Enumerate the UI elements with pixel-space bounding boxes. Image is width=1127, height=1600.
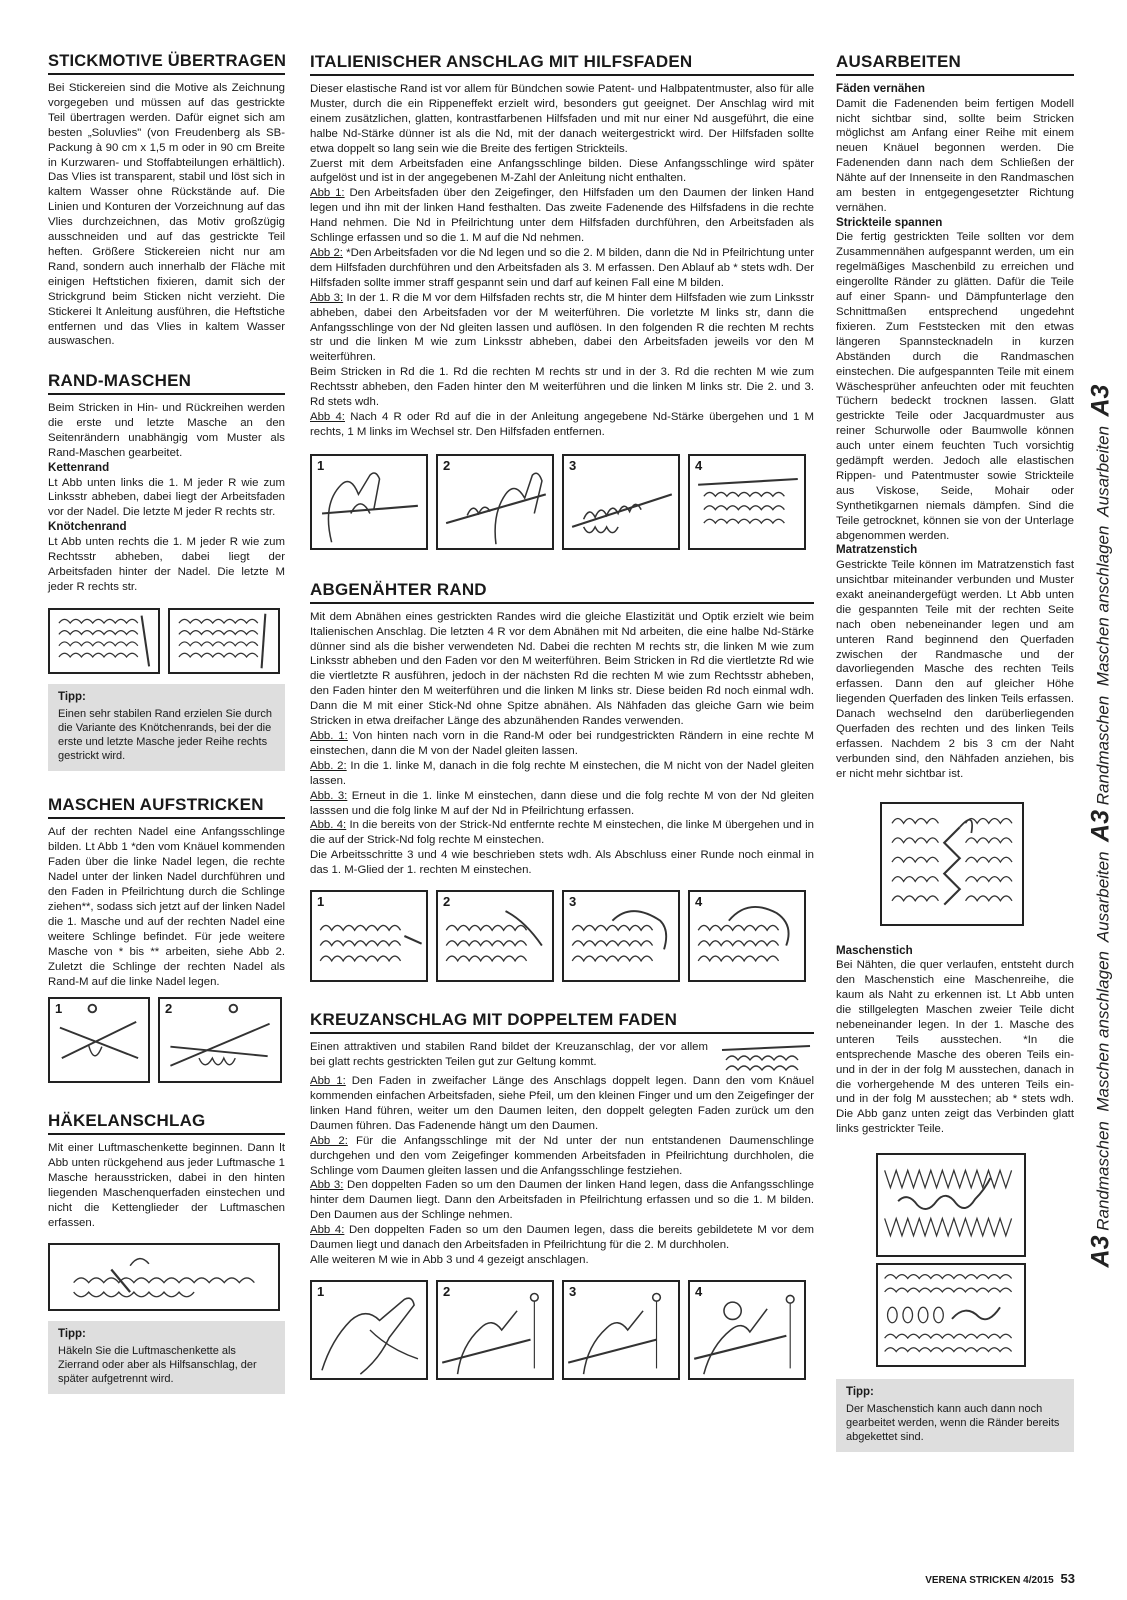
seam-stitch-icon bbox=[878, 1155, 1024, 1255]
figure-abg-4 bbox=[688, 890, 806, 982]
figure-number: 3 bbox=[569, 894, 577, 910]
tip-text: Häkeln Sie die Luftmaschenkette als Zierrand oder aber als Hilfsanschlag, der später aufgetrennt wird. bbox=[58, 1344, 257, 1385]
text-kreuzanschlag: Einen attraktiven und stabilen Rand bildet der Kreuzanschlag, der vor allem bei glatt rechts gestrickten Teilen gut zur Geltung kommt. bbox=[310, 1041, 708, 1068]
step-kreuz-4 bbox=[310, 1223, 814, 1253]
magazine-name: VERENA STRICKEN 4/2015 bbox=[925, 1575, 1054, 1586]
side-part-ausarbeiten: Ausarbeiten bbox=[1093, 851, 1113, 943]
knit-stitch-icon bbox=[438, 892, 552, 980]
hand-icon bbox=[438, 1282, 552, 1378]
step-ital-3 bbox=[310, 291, 814, 366]
side-part-anschlagen: Maschen anschlagen bbox=[1093, 951, 1113, 1112]
heading-rand-maschen: RAND-MASCHEN bbox=[48, 371, 285, 395]
hand-icon bbox=[438, 456, 552, 548]
step-label: Abb. 1: bbox=[310, 730, 348, 742]
side-part-randmaschen: Randmaschen bbox=[1093, 695, 1113, 806]
knit-stitch-icon bbox=[564, 456, 678, 548]
step-text: Für die Anfangsschlinge mit der Nd unter der nun entstandenen Daumenschlinge durchgehen und den vom Zeigefinger kommenden Arbeitsfaden in Pfeilrichtung durchholen, die Schlinge vom Daumen gleiten lassen und die Anfangsschlinge festziehen. bbox=[310, 1134, 814, 1177]
page-number: 53 bbox=[1060, 1571, 1075, 1586]
figure-haekelanschlag bbox=[48, 1243, 280, 1311]
knit-stitch-icon bbox=[690, 456, 804, 548]
figure-number: 2 bbox=[443, 457, 451, 473]
step-label: Abb 4: bbox=[310, 410, 345, 423]
figure-maschenstich-1 bbox=[876, 1153, 1026, 1257]
step-text: In die 1. linke M, danach in die folg rechte M einstechen, die M nicht von der Nadel gleiten lassen. bbox=[310, 759, 814, 787]
step-text: *Den Arbeitsfaden vor die Nd legen und so die 2. M bilden, dann die Nd in Pfeilrichtung unter dem Hilfsfaden durchführen und den Arbeitsfaden als 3. M erfassen. Den Ablauf ab * stets wdh. Der Hilfsfaden sollte immer straff gespannt sein und darf auf keinen Fall eine M bilden. bbox=[310, 246, 814, 289]
figure-abg-2 bbox=[436, 890, 554, 982]
subheading-kettenrand: Kettenrand bbox=[48, 460, 110, 474]
step-label: Abb. 3: bbox=[310, 789, 348, 802]
figure-number: 1 bbox=[317, 1283, 325, 1299]
text-maschenstich: Bei Nähten, die quer verlaufen, entsteht durch den Maschenstich eine Maschenreihe, die kaum als Naht zu erkennen ist. Lt Abb unten die stillgelegten Maschen zweier Teile dicht nebeneinander legen. In der 1. Masche des unteren Teils ausstechen. *In die entsprechende Masche des oberen Teils ein- und in der in der folg M ausstechen, danach in die vorhergehende M des unteren Teils ein- und in der folg M ausstechen; ab * stets wdh. Die Abb ganz unten zeigt das Verbinden glatt links gestrickter Teile. bbox=[836, 959, 1074, 1136]
step-text: Nach 4 R oder Rd auf die in der Anleitung angegebene Nd-Stärke übergehen und 1 M rechts, 1 M links im Wechsel str. Den Hilfsfaden entfernen. bbox=[310, 410, 814, 438]
step-kreuz-2 bbox=[310, 1134, 814, 1179]
subheading-faeden-vernaehen: Fäden vernähen bbox=[836, 82, 925, 95]
step-label: Abb 1: bbox=[310, 187, 345, 200]
figure-ital-2 bbox=[436, 454, 554, 550]
subheading-maschenstich: Maschenstich bbox=[836, 943, 913, 957]
figure-kettenrand bbox=[48, 608, 160, 674]
figure-matratzenstich bbox=[880, 802, 1024, 926]
step-text: Von hinten nach vorn in die Rand-M oder bei rundgestrickten Rändern in eine rechte M einstechen, dann die M von der Nadel gleiten lassen. bbox=[310, 730, 814, 757]
text-maschen-aufstricken: Auf der rechten Nadel eine Anfangsschlinge bilden. Lt Abb 1 *den vom Knäuel kommenden Faden über die linke Nadel legen, die rechte Nadel unter der linken Nadel durchführen und den Faden in Pfeilrichtung durch die Schlinge ziehen**, sodass sich jetzt auf der linken Nadel die 1. Masche und auf der rechten Nadel eine weitere Schlinge befindet. Für jede weitere Masche von * bis ** arbeiten, siehe Abb 2. Zuletzt die Schlinge der rechten Nadel als Rand-M auf die linke Nadel legen. bbox=[48, 826, 285, 988]
text-knoetchenrand: Lt Abb unten rechts die 1. M jeder R wie zum Rechtsstr abheben, dabei liegt der Arbeitsfaden hinter der Nadel. Die letzte M jeder R rechts str. bbox=[48, 535, 285, 593]
step-text: Den Faden in zweifacher Länge des Anschlags doppelt legen. Dann den vom Knäuel kommenden einfachen Arbeitsfaden, siehe Pfeil, um den kleinen Finger und um den Zeigefinger der linken Hand führen, weiter um den Daumen leiten, den doppelt gelegten Faden zurück um den Daumen führen. Das Fadenende hängt um den Daumen. bbox=[310, 1075, 814, 1132]
figure-kreuz-small bbox=[718, 1040, 814, 1074]
figure-number: 3 bbox=[569, 1283, 577, 1299]
step-abg-3 bbox=[310, 789, 814, 819]
subheading-knoetchenrand: Knötchenrand bbox=[48, 520, 127, 534]
figure-kreuz-3 bbox=[562, 1280, 680, 1380]
step-ital-2 bbox=[310, 246, 814, 291]
figure-maschenstich-2 bbox=[876, 1263, 1026, 1367]
step-abg-4 bbox=[310, 818, 814, 848]
hand-icon bbox=[312, 1282, 426, 1378]
figure-kreuz-4 bbox=[688, 1280, 806, 1380]
needle-icon bbox=[160, 999, 280, 1081]
knit-pattern-icon bbox=[50, 610, 158, 672]
figure-row-italienisch bbox=[310, 454, 814, 550]
step-label: Abb 4: bbox=[310, 1224, 345, 1237]
figure-number: 1 bbox=[55, 1001, 63, 1017]
step-label: Abb 1: bbox=[310, 1075, 346, 1088]
step-label: Abb. 2: bbox=[310, 759, 347, 772]
side-register-tab bbox=[1084, 56, 1118, 1596]
step-text: Den doppelten Faden so um den Daumen legen, dass die bereits gebildetete M vor dem Daumen liegt und danach den Arbeitsfaden in Pfeilrichtung für die 2. M durchholen. bbox=[310, 1224, 814, 1252]
column-left bbox=[48, 52, 285, 1394]
column-middle bbox=[310, 52, 814, 1380]
figure-number: 4 bbox=[695, 457, 703, 473]
figure-number: 4 bbox=[695, 894, 703, 910]
side-a3-label: A3 bbox=[1086, 384, 1115, 417]
heading-kreuzanschlag: KREUZANSCHLAG MIT DOPPELTEM FADEN bbox=[310, 1010, 814, 1034]
figure-knoetchenrand bbox=[168, 608, 280, 674]
step-label: Abb 2: bbox=[310, 1134, 348, 1147]
figure-number: 2 bbox=[165, 1001, 173, 1017]
step-text: In die bereits von der Strick-Nd entfernte rechte M einstechen, die linke M übergehen und in die auf der Strick-Nd folg rechte M einstechen. bbox=[310, 819, 814, 847]
seam-stitch-icon bbox=[882, 804, 1022, 924]
side-part-randmaschen: Randmaschen bbox=[1093, 1121, 1113, 1231]
step-kreuz-3 bbox=[310, 1178, 814, 1223]
figure-number: 3 bbox=[569, 457, 577, 473]
tip-label: Tipp: bbox=[58, 691, 86, 704]
text-matratzenstich: Gestrickte Teile können im Matratzenstich fast unsichtbar miteinander verbunden und Muster exakt aneinandergefügt werden. Lt Abb unten die gespannten Teile mit der rechten Seite nach oben nebeneinander legen und am unteren Rand beginnend den Querfaden zwischen der Randmasche und der davorliegenden Masche des rechten Teils erfassen. Dann den auf gleicher Höhe liegenden Querfaden des linken Teils erfassen. Danach wechselnd den darüberliegenden Querfaden des rechten und des linken Teils erfassen. Nachdem 2 bis 3 cm der Naht verbunden sind, den Nähfaden anziehen, bis er nicht mehr sichtbar ist. bbox=[836, 559, 1074, 780]
crochet-chain-icon bbox=[50, 1245, 278, 1309]
figure-aufstricken-2 bbox=[158, 997, 282, 1083]
step-text: Den Arbeitsfaden über den Zeigefinger, den Hilfsfaden um den Daumen der linken Hand legen und ihn mit der linken Hand festhalten. Das zweite Fadenende des Hilfsfadens in die rechte Hand nehmen. Die Nd in Pfeilrichtung unter dem Hilfsfaden durchführen, den Arbeitsfaden als Schlinge erfassen und so die 1. M auf die Nd nehmen. bbox=[310, 187, 814, 245]
text-kettenrand: Lt Abb unten links die 1. M jeder R wie zum Linksstr abheben, dabei liegt der Arbeitsfaden vor der Nadel. Die letzte M jeder R rechts str. bbox=[48, 476, 285, 519]
step-ital-4 bbox=[310, 410, 814, 440]
subheading-matratzenstich: Matratzenstich bbox=[836, 543, 918, 557]
step-text: Den doppelten Faden so um den Daumen der linken Hand legen, dass die Anfangsschlinge hinter dem Daumen liegt. Dann den Arbeitsfaden in Pfeilrichtung erfassen und so die 1. M bilden. Den Daumen aus der Schlinge nehmen. bbox=[310, 1179, 814, 1222]
figure-row-rand bbox=[48, 608, 285, 674]
text-strickteile-spannen: Die fertig gestrickten Teile sollten vor dem Zusammennähen aufgespannt werden, um ein regelmäßiges Maschenbild zu erreichen und eingerollte Ränder zu glätten. Dafür die Teile auf einer Spann- und Dämpfunterlage den Schnittmaßen entsprechend ungedehnt fixieren. Zum Feststecken mit den etwas längeren Spannstecknadeln in kurzen Abständen durch die Randmaschen einstechen. Die aufgespannten Teile mit einem Wäschesprüher anfeuchten oder mit feuchten Tüchern bedeckt trocknen lassen. Glatt gestrickte Teile oder Jacquardmuster aus reiner Schurwolle oder Baumwolle können auch unter einem feuchten Tuch vorsichtig gedämpft werden. Jedoch alle elastischen Rippen- und Patentmuster sowie Strickteile aus Viskose, Seide, Mohair oder Synthetikgarnen niemals dämpfen. Sind die Teile getrocknet, können sie von der Unterlage abgenommen werden. bbox=[836, 231, 1074, 542]
figure-number: 1 bbox=[317, 894, 325, 910]
text-italienischer-anschlag-2: Zuerst mit dem Arbeitsfaden eine Anfangsschlinge bilden. Diese Anfangsschlinge wird später aufgelöst und ist in der angegebenen M-Zahl der Anleitung nicht enthalten. bbox=[310, 157, 814, 185]
hand-icon bbox=[690, 1282, 804, 1378]
tip-box-maschenstich bbox=[836, 1379, 1074, 1452]
knit-stitch-icon bbox=[718, 1040, 814, 1074]
column-right bbox=[836, 52, 1074, 1452]
step-abg-2 bbox=[310, 759, 814, 789]
text-haekelanschlag: Mit einer Luftmaschenkette beginnen. Dann lt Abb unten rückgehend aus jeder Luftmasche 1 Masche herausstricken, dabei in den hinten liegenden Maschenquerfaden einstechen und nicht die Kettenglieder der Luftmaschen erfassen. bbox=[48, 1142, 285, 1229]
knit-stitch-icon bbox=[312, 892, 426, 980]
heading-maschen-aufstricken: MASCHEN AUFSTRICKEN bbox=[48, 795, 285, 819]
heading-haekelanschlag: HÄKELANSCHLAG bbox=[48, 1111, 285, 1135]
tip-label: Tipp: bbox=[58, 1327, 86, 1340]
figure-ital-1 bbox=[310, 454, 428, 550]
knit-stitch-icon bbox=[690, 892, 804, 980]
step-text: Erneut in die 1. linke M einstechen, dann diese und die folg rechte M von der Nd gleiten lasssen und die folg linke M auf der Nd in Pfeilrichtung erfassen. bbox=[310, 789, 814, 817]
figure-number: 1 bbox=[317, 457, 325, 473]
heading-stickmotive: STICKMOTIVE ÜBERTRAGEN bbox=[48, 52, 285, 75]
knit-stitch-icon bbox=[564, 892, 678, 980]
step-text: In der 1. R die M vor dem Hilfsfaden rechts str, die M hinter dem Hilfsfaden wie zum Linksstr abheben, dabei den Arbeitsfaden vor der M weiterführen. Die vorletzte M links str, dann die Anfangsschlinge von der Nd gleiten lassen und auflösen. In den folgenden R die rechten M rechts str und die linken M wie zum Linksstr abheben, dabei den Arbeitsfaden jeweils vor den M weiterführen. bbox=[310, 291, 814, 364]
step-label: Abb 3: bbox=[310, 1179, 344, 1192]
text-abgenaehter-rand-2: Die Arbeitsschritte 3 und 4 wie beschrieben stets wdh. Als Abschluss einer Runde noch einmal in das 1. M-Glied der 1. rechten M einstechen. bbox=[310, 849, 814, 877]
text-rand-maschen: Beim Stricken in Hin- und Rückreihen werden die erste und letzte Masche an den Seitenrändern unabhängig vom Muster als Rand-Maschen gearbeitet. bbox=[48, 402, 285, 460]
figure-kreuz-2 bbox=[436, 1280, 554, 1380]
figure-abg-1 bbox=[310, 890, 428, 982]
seam-stitch-icon bbox=[878, 1265, 1024, 1365]
side-a3-label: A3 bbox=[1086, 810, 1115, 842]
figure-number: 2 bbox=[443, 1283, 451, 1299]
hand-icon bbox=[312, 456, 426, 548]
subheading-strickteile-spannen: Strickteile spannen bbox=[836, 215, 943, 229]
figure-ital-4 bbox=[688, 454, 806, 550]
side-part-anschlagen: Maschen anschlagen bbox=[1093, 525, 1113, 687]
side-a3-label: A3 bbox=[1086, 1235, 1115, 1268]
step-label: Abb. 4: bbox=[310, 819, 347, 832]
figure-row-kreuz bbox=[310, 1280, 814, 1380]
side-part-ausarbeiten: Ausarbeiten bbox=[1093, 425, 1113, 517]
text-kreuzanschlag-2: Alle weiteren M wie in Abb 3 und 4 gezeigt anschlagen. bbox=[310, 1253, 589, 1266]
kreuz-intro-row bbox=[310, 1040, 814, 1074]
text-faeden-vernaehen: Damit die Fadenenden beim fertigen Modell nicht sichtbar sind, sollte beim Stricken möglichst am Anfang einer Reihe mit einem neuen Knäuel begonnen werden. Die Fadenenden dann nach dem Schließen der Nähte auf der Innenseite in den Randmaschen am besten in entgegengesetzter Richtung vernähen. bbox=[836, 97, 1074, 214]
step-kreuz-1 bbox=[310, 1074, 814, 1134]
tip-text: Der Maschenstich kann auch dann noch gearbeitet werden, wenn die Ränder bereits abgekettet sind. bbox=[846, 1403, 1060, 1444]
heading-ausarbeiten: AUSARBEITEN bbox=[836, 52, 1074, 76]
hand-icon bbox=[564, 1282, 678, 1378]
figure-ital-3 bbox=[562, 454, 680, 550]
step-abg-1 bbox=[310, 729, 814, 759]
tip-box-haekelanschlag bbox=[48, 1321, 285, 1394]
text-italienischer-anschlag: Dieser elastische Rand ist vor allem für Bündchen sowie Patent- und Halbpatentmuster, also für alle Muster, durch die ein Rippeneffekt erzielt wird, besonders gut geeignet. Der Anschlag wird mit einem zusätzlichen, glatten, kontrastfarbenen Hilfsfaden und mit nur einer Nd ausgeführt, die eine halbe Nd-Stärke dünner ist als die Nd, mit der danach weitergestrickt wird. Der Hilfsfaden sollte etwa doppelt so lang sein wie die Breite des fertigen Strickteils. bbox=[310, 83, 814, 155]
text-abgenaehter-rand: Mit dem Abnähen eines gestrickten Randes wird die gleiche Elastizität und Optik erzielt wie beim Italienischen Anschlag. Die letzten 4 R vor dem Abnähen mit Nd arbeiten, die eine halbe Nd-Stärke dünner sind als die bisher verwendeten Nd. Dabei die rechten M rechts str, die linken M wie zum Linksstr abheben und den Faden vor den M weiterführen. Beim Stricken in Rd die viertletzte Rd wie die viertletzte R ausführen, jedoch in der nächsten Rd die rechten M wie zum Rechtsstr abheben, den Faden hinter den M weiterführen und die linken M links str. Diese beiden Rd noch einmal wdh. Dann die M mit einer Stick-Nd ohne Spitze abnähen. Als Nähfaden das gleiche Garn wie beim Stricken in etwa dreifacher Länge des abzunähenden Randes verwenden. bbox=[310, 610, 814, 728]
figure-row-abgenaeht bbox=[310, 890, 814, 982]
side-register-text bbox=[1087, 385, 1116, 1268]
figure-number: 2 bbox=[443, 894, 451, 910]
figure-number: 4 bbox=[695, 1283, 703, 1299]
tip-label: Tipp: bbox=[846, 1386, 874, 1399]
heading-abgenaehter-rand: ABGENÄHTER RAND bbox=[310, 580, 814, 604]
step-label: Abb 3: bbox=[310, 291, 344, 304]
tip-text: Einen sehr stabilen Rand erzielen Sie durch die Variante des Knötchenrands, bei der die erste und letzte Masche jeder Reihe rechts gestrickt wird. bbox=[58, 708, 273, 763]
figure-kreuz-1 bbox=[310, 1280, 428, 1380]
heading-italienischer-anschlag: ITALIENISCHER ANSCHLAG MIT HILFSFADEN bbox=[310, 52, 814, 76]
figure-abg-3 bbox=[562, 890, 680, 982]
knit-pattern-icon bbox=[170, 610, 278, 672]
tip-box-knoetchenrand bbox=[48, 684, 285, 771]
text-italienischer-anschlag-3: Beim Stricken in Rd die 1. Rd die rechten M rechts str und in der 3. Rd die rechten M wie zum Rechtsstr abheben, den Faden hinter den M weiterführen und die linken M links str. Die 2. und 3. Rd stets wdh. bbox=[310, 366, 814, 409]
page-footer bbox=[925, 1571, 1075, 1586]
figure-aufstricken-1 bbox=[48, 997, 150, 1083]
needle-icon bbox=[50, 999, 148, 1081]
text-stickmotive: Bei Stickereien sind die Motive als Zeichnung vorgegeben und müssen auf das gestrickte Teil übertragen werden. Dafür eignet sich am besten „Soluvlies" (von Freudenberg als SB-Packung à 90 cm x 1,5 m oder in 90 cm Breite in Kurzwaren- und Stoffabteilungen erhältlich). Das Vlies ist transparent, stabil und löst sich in kaltem Wasser ohne Rückstände auf. Die Linien und Konturen der Vorzeichnung auf das Vlies durchzeichnen, das Motiv großzügig ausschneiden und auf das gestrickte Teil heften. Größere Stickereien nicht nur am Rand, sondern auch innerhalb der Fläche mit einigen Heftstichen fixieren, damit sich der Strickgrund beim Sticken nicht verzieht. Die Stickerei lt Anleitung ausführen, die Heftstiche entfernen und das Vlies in kaltem Wasser auswaschen. bbox=[48, 82, 285, 348]
step-label: Abb 2: bbox=[310, 246, 343, 259]
step-ital-1 bbox=[310, 186, 814, 246]
figure-row-aufstricken bbox=[48, 997, 285, 1083]
